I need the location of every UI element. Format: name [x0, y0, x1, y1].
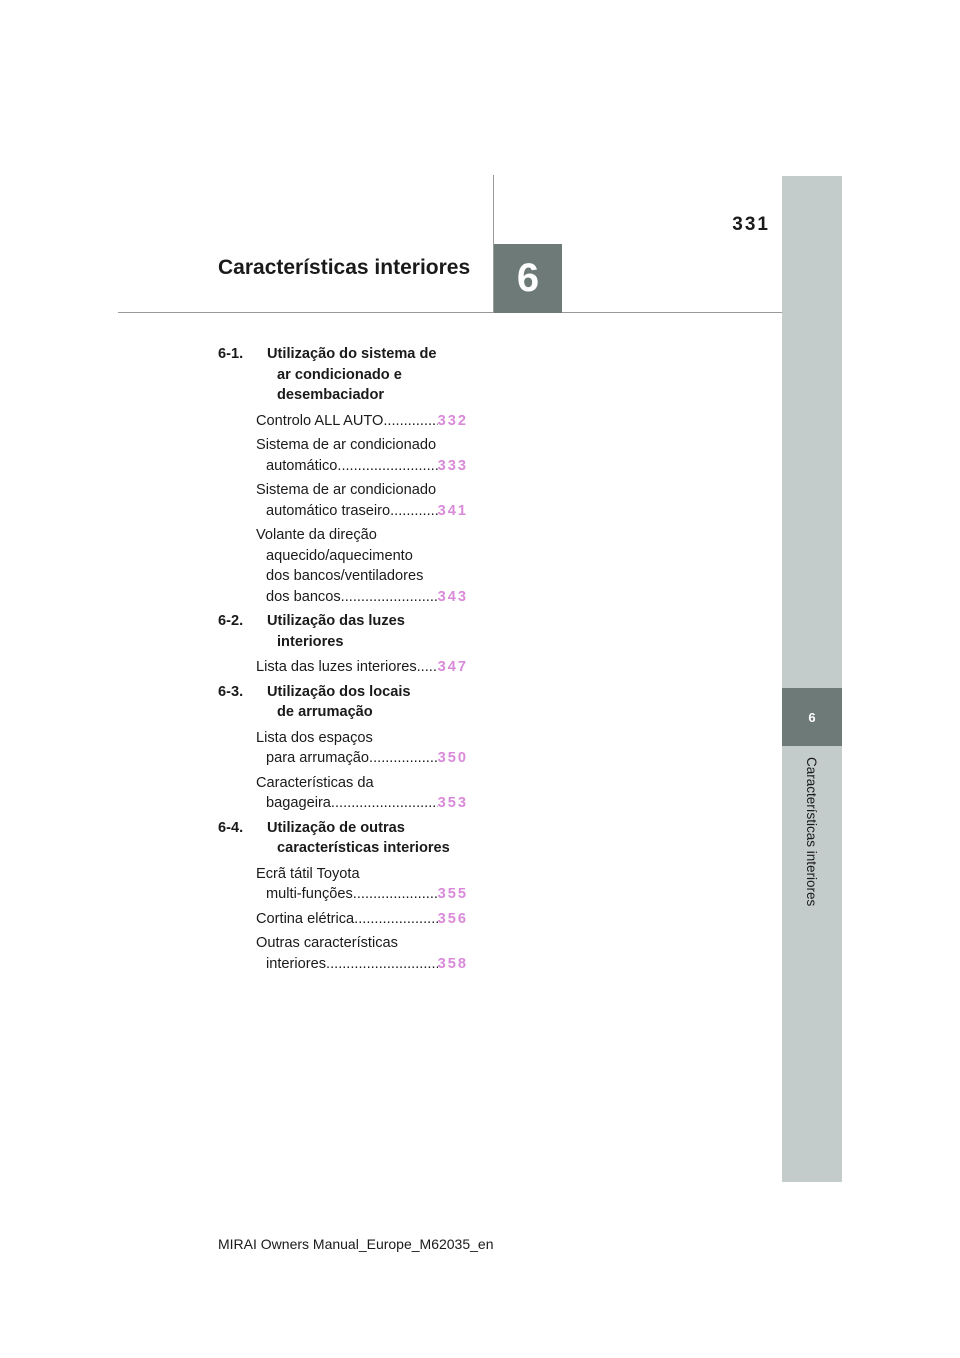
section-title-line: características interiores	[277, 840, 450, 856]
section-title-line: interiores	[277, 633, 344, 650]
leader-dots	[337, 456, 437, 477]
leader-dots	[353, 884, 438, 905]
entry-text: dos bancos	[266, 588, 341, 605]
page-ref[interactable]: 343	[437, 588, 468, 605]
section-title-line: Utilização do sistema de	[267, 346, 437, 362]
page-ref[interactable]: 353	[437, 795, 468, 811]
entry-text: Sistema de ar condicionado	[256, 482, 437, 498]
section-number: 6-4.	[218, 819, 244, 836]
entry-text: Sistema de ar condicionado	[256, 437, 437, 453]
page-ref[interactable]: 355	[437, 886, 468, 902]
toc-entry[interactable]	[256, 728, 468, 769]
page-ref[interactable]: 356	[437, 910, 468, 927]
entry-text: Cortina elétrica	[256, 910, 355, 927]
toc-entry[interactable]	[256, 657, 468, 678]
leader-dots	[369, 748, 438, 769]
entry-text: Controlo ALL AUTO	[256, 412, 384, 429]
entry-text: Características da	[256, 774, 374, 791]
side-strip	[782, 176, 842, 1182]
toc-section-6-2[interactable]	[218, 611, 468, 652]
entry-text: Ecrã tátil Toyota	[256, 865, 360, 882]
entry-text: automático traseiro	[266, 502, 391, 519]
entry-text: Outras características	[256, 935, 398, 951]
section-number: 6-3.	[218, 683, 244, 700]
leader-dots	[331, 793, 438, 814]
toc-entry[interactable]	[256, 435, 468, 476]
entry-text: interiores	[266, 955, 327, 972]
entry-text: aquecido/aquecimento	[266, 547, 413, 564]
chapter-number-box: 6	[494, 244, 562, 313]
section-title-line: ar condicionado e	[277, 366, 402, 383]
page-ref[interactable]: 350	[437, 750, 468, 766]
leader-dots	[417, 657, 438, 678]
toc-entry[interactable]	[256, 525, 468, 607]
toc-section-6-3[interactable]	[218, 682, 468, 723]
side-tab-label: Características interiores	[804, 757, 819, 907]
entry-text: Lista dos espaços	[256, 729, 373, 746]
section-title-line: Utilização dos locais	[267, 683, 411, 700]
page-ref[interactable]: 347	[437, 659, 468, 675]
toc-entry[interactable]	[256, 480, 468, 521]
leader-dots	[354, 909, 437, 930]
toc-entry[interactable]	[256, 933, 468, 974]
horizontal-rule	[118, 312, 782, 313]
toc-section-6-4[interactable]	[218, 818, 468, 859]
page-ref[interactable]: 332	[437, 412, 468, 429]
entry-text: bagageira	[266, 795, 331, 811]
section-title-line: de arrumação	[277, 704, 373, 720]
page-ref[interactable]: 341	[437, 502, 468, 519]
toc-entry[interactable]	[256, 411, 468, 432]
entry-text: Volante da direção	[256, 527, 377, 543]
section-title-line: Utilização das luzes	[267, 613, 405, 629]
entry-text: para arrumação	[266, 750, 370, 766]
side-tab-number[interactable]: 6	[782, 688, 842, 746]
toc-entry[interactable]	[256, 909, 468, 930]
toc-entry[interactable]	[256, 864, 468, 905]
table-of-contents	[218, 344, 468, 978]
section-number: 6-2.	[218, 613, 244, 629]
entry-text: dos bancos/ventiladores	[266, 568, 424, 584]
leader-dots	[383, 411, 437, 432]
page-number: 331	[732, 214, 770, 235]
chapter-title: Características interiores	[218, 256, 471, 279]
toc-section-6-1[interactable]	[218, 344, 468, 406]
footer-text: MIRAI Owners Manual_Europe_M62035_en	[218, 1236, 494, 1252]
leader-dots	[390, 501, 438, 522]
leader-dots	[326, 954, 438, 975]
section-title-line: desembaciador	[277, 387, 385, 403]
page-ref[interactable]: 358	[437, 955, 468, 972]
toc-entry[interactable]	[256, 773, 468, 814]
entry-text: automático	[266, 457, 338, 474]
page-ref[interactable]: 333	[437, 457, 468, 474]
section-title-line: Utilização de outras	[267, 819, 405, 836]
entry-text: Lista das luzes interiores	[256, 659, 417, 675]
section-number: 6-1.	[218, 346, 244, 362]
leader-dots	[341, 587, 438, 608]
entry-text: multi-funções	[266, 886, 353, 902]
